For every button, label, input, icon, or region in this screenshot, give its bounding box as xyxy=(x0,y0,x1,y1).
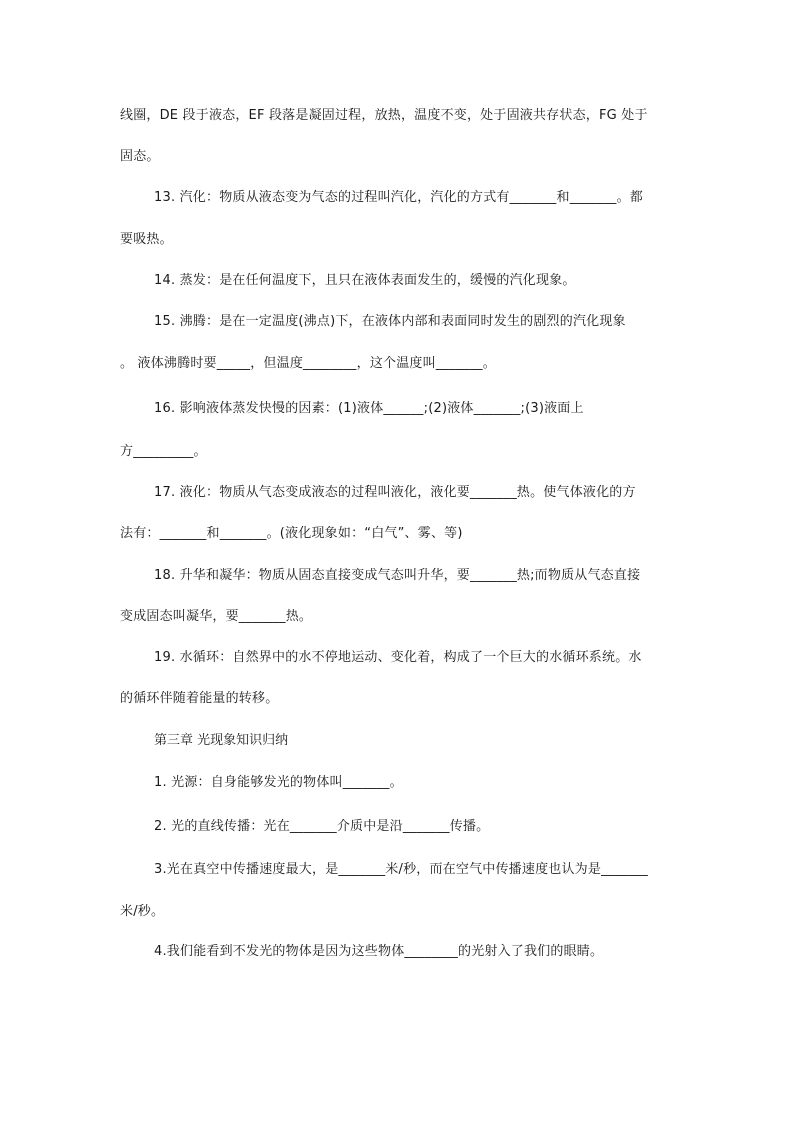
item-18-line: 18. 升华和凝华：物质从固态直接变成气态叫升华，要_______热;而物质从气态直接 xyxy=(154,568,641,583)
item-14-line: 14. 蒸发：是在任何温度下，且只在液体表面发生的，缓慢的汽化现象。 xyxy=(154,273,576,288)
light-item-3: 3.光在真空中传播速度最大，是_______米/秒，而在空气中传播速度也认为是_______ xyxy=(154,862,648,877)
item-16-line: 16. 影响液体蒸发快慢的因素：(1)液体______;(2)液体_______;(3)液面上 xyxy=(154,401,584,416)
item-16-continuation: 方_________。 xyxy=(120,444,207,459)
item-13-continuation: 要吸热。 xyxy=(120,232,173,247)
paragraph-line: 线圈，DE 段于液态，EF 段落是凝固过程，放热，温度不变，处于固液共存状态，FG 处于 xyxy=(120,108,648,123)
item-19-line: 19. 水循环：自然界中的水不停地运动、变化着，构成了一个巨大的水循环系统。水 xyxy=(154,650,642,665)
item-15-continuation: 。 液体沸腾时要_____，但温度________，这个温度叫_______。 xyxy=(120,356,496,371)
chapter-heading: 第三章 光现象知识归纳 xyxy=(154,733,289,748)
item-17-line: 17. 液化：物质从气态变成液态的过程叫液化，液化要_______热。使气体液化的方 xyxy=(154,485,636,500)
paragraph-line: 固态。 xyxy=(120,149,160,164)
item-15-line: 15. 沸腾：是在一定温度(沸点)下，在液体内部和表面同时发生的剧烈的汽化现象 xyxy=(154,314,626,329)
item-18-continuation: 变成固态叫凝华，要_______热。 xyxy=(120,609,313,624)
light-item-2: 2. 光的直线传播：光在_______介质中是沿_______传播。 xyxy=(154,819,490,834)
light-item-4: 4.我们能看到不发光的物体是因为这些物体________的光射入了我们的眼睛。 xyxy=(154,944,604,959)
light-item-3-continuation: 米/秒。 xyxy=(120,904,165,919)
item-19-continuation: 的循环伴随着能量的转移。 xyxy=(120,691,279,706)
item-13-line: 13. 汽化：物质从液态变为气态的过程叫汽化，汽化的方式有_______和_______。都 xyxy=(154,190,644,205)
item-17-continuation: 法有：_______和_______。(液化现象如：“白气”、雾、等) xyxy=(120,526,463,541)
light-item-1: 1. 光源：自身能够发光的物体叫_______。 xyxy=(154,775,403,790)
